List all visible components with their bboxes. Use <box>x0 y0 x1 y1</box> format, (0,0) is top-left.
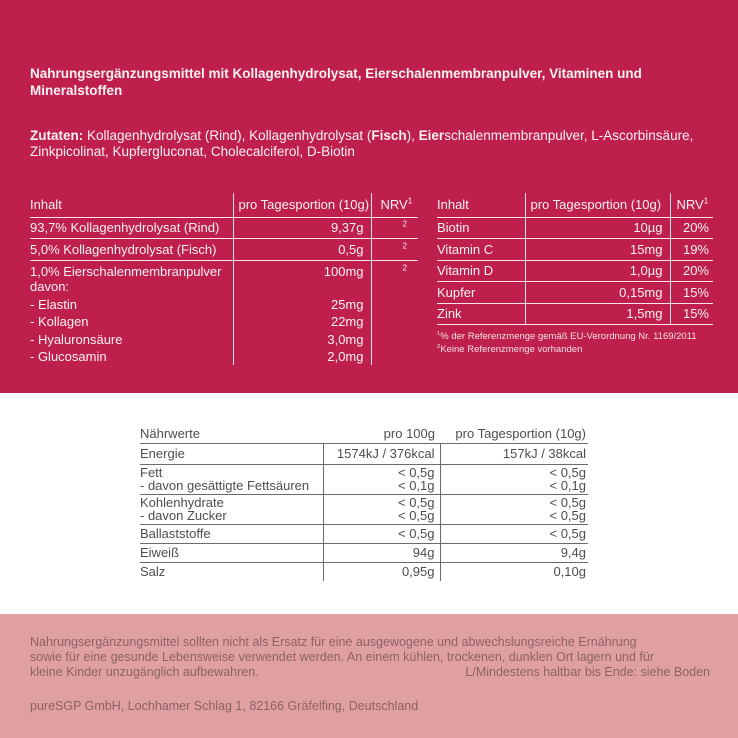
header-inhalt: Inhalt <box>437 193 525 217</box>
row-name: 5,0% Kollagenhydrolysat (Fisch) <box>30 239 233 261</box>
row-value-portion: < 0,5g <box>440 524 588 543</box>
row-value: 3,0mg <box>233 331 371 348</box>
row-name: Vitamin C <box>437 239 525 261</box>
row-value-portion: < 0,5g < 0,1g <box>440 464 588 494</box>
row-value: 0,15mg <box>525 282 670 304</box>
table-row <box>30 217 418 239</box>
header-portion: pro Tagesportion (10g) <box>233 193 371 217</box>
row-value: 1,5mg <box>525 303 670 325</box>
contents-table-right <box>437 193 713 325</box>
row-value-100g: < 0,5g < 0,5g <box>323 494 440 524</box>
ingredients-part2: ), <box>406 128 419 143</box>
allergen-fisch: Fisch <box>371 128 407 143</box>
nutrition-row <box>140 443 588 464</box>
row-name: Fett - davon gesättigte Fettsäuren <box>140 464 323 494</box>
row-name: 93,7% Kollagenhydrolysat (Rind) <box>30 217 233 239</box>
header-inhalt: Inhalt <box>30 193 233 217</box>
row-nrv: 20% <box>670 260 713 282</box>
table-subrow <box>30 331 418 348</box>
table-row <box>437 260 713 282</box>
row-nrv: 2 <box>371 239 418 261</box>
header-nrv: NRV$^1$ <box>670 193 713 217</box>
row-value-portion: 157kJ / 38kcal <box>440 443 588 464</box>
header-nrv: NRV$^1$ <box>371 193 418 217</box>
row-name: Ballaststoffe <box>140 524 323 543</box>
row-value-portion: < 0,5g < 0,5g <box>440 494 588 524</box>
table-row <box>437 217 713 239</box>
row-name: Eiweiß <box>140 543 323 562</box>
header-naehrwerte: Nährwerte <box>140 424 323 443</box>
storage-line-2: sowie für eine gesunde Lebensweise verwendet werden. An einem kühlen, trockenen, dunklen Ort lagern und für <box>30 650 654 664</box>
product-title: Nahrungsergänzungsmittel mit Kollagenhydrolysat, Eierschalenmembranpulver, Vitaminen und Mineralstoffen <box>30 66 642 98</box>
footnote-nrv: $^1$% der Referenzmenge gemäß EU-Verordnung Nr. 1169/2011 <box>437 330 697 342</box>
nutrition-row <box>140 543 588 562</box>
row-value: 15mg <box>525 239 670 261</box>
row-value: 10µg <box>525 217 670 239</box>
row-name: Kupfer <box>437 282 525 304</box>
row-value-100g: 0,95g <box>323 562 440 581</box>
table-header-row <box>437 193 713 217</box>
table-footnotes <box>437 331 727 356</box>
row-name: Zink <box>437 303 525 325</box>
nutrition-header-row <box>140 424 588 443</box>
row-name: - Elastin <box>30 297 77 313</box>
row-nrv: 2 <box>402 263 407 273</box>
nutrition-row <box>140 494 588 524</box>
row-value-portion: 0,10g <box>553 564 586 580</box>
row-name: Salz <box>140 564 166 580</box>
storage-notice <box>30 635 710 680</box>
row-name: Biotin <box>437 217 525 239</box>
table-header-row <box>30 193 418 217</box>
header-per-portion: pro Tagesportion (10g) <box>440 424 588 443</box>
row-value: 22mg <box>233 313 371 330</box>
row-name: - Kollagen <box>30 314 89 330</box>
table-row <box>30 239 418 261</box>
footnote-reference: $^2$Keine Referenzmenge vorhanden <box>437 343 583 355</box>
allergen-eier: Eier <box>418 128 445 143</box>
row-value: 9,37g <box>233 217 371 239</box>
storage-line-3 <box>30 665 710 680</box>
storage-line-1: Nahrungsergänzungsmittel sollten nicht als Ersatz für eine ausgewogene und abwechslungsreiche Ernährung <box>30 635 637 649</box>
row-nrv: 2 <box>371 217 418 239</box>
row-nrv: 15% <box>670 282 713 304</box>
row-name: - Glucosamin <box>30 349 107 365</box>
row-name: - Hyaluronsäure <box>30 331 123 347</box>
storage-line-3-left: kleine Kinder unzugänglich aufbewahren. <box>30 665 259 679</box>
row-value: 100mg <box>233 260 371 296</box>
row-value: 0,5g <box>233 239 371 261</box>
row-nrv <box>371 331 418 348</box>
row-value-100g: < 0,5g <box>323 524 440 543</box>
ingredients-paragraph <box>30 128 720 160</box>
row-value: 25mg <box>233 296 371 313</box>
table-row <box>437 303 713 325</box>
table-subrow <box>30 313 418 330</box>
best-before-note: L/Mindestens haltbar bis Ende: siehe Boden <box>465 665 710 679</box>
table-subrow <box>30 348 418 365</box>
row-value-100g: < 0,5g < 0,1g <box>323 464 440 494</box>
table-row <box>437 239 713 261</box>
ingredients-label: Zutaten: <box>30 128 84 143</box>
row-nrv: 19% <box>670 239 713 261</box>
ingredients-part1: Kollagenhydrolysat (Rind), Kollagenhydrolysat ( <box>83 128 372 143</box>
row-value-100g: 1574kJ / 376kcal <box>323 443 440 464</box>
nutrition-facts-table <box>140 424 588 581</box>
row-nrv: 20% <box>670 217 713 239</box>
row-nrv: 15% <box>670 303 713 325</box>
contents-table-left <box>30 193 418 365</box>
row-nrv <box>371 313 418 330</box>
header-per-100g: pro 100g <box>323 424 440 443</box>
row-name: Energie <box>140 443 323 464</box>
row-value-100g: 94g <box>323 543 440 562</box>
row-name: 1,0% Eierschalenmembranpulver davon: <box>30 263 222 294</box>
row-nrv <box>371 296 418 313</box>
row-name: Vitamin D <box>437 260 525 282</box>
row-nrv <box>371 348 418 365</box>
table-row <box>437 282 713 304</box>
row-value-portion: 9,4g <box>440 543 588 562</box>
ingredients-part3: schalenmembranpulver, L-Ascorbinsäure, Zinkpicolinat, Kupfergluconat, Cholecalciferol, D-Biotin <box>30 128 694 159</box>
row-value: 1,0µg <box>525 260 670 282</box>
table-subrow <box>30 296 418 313</box>
header-portion: pro Tagesportion (10g) <box>525 193 670 217</box>
row-name: Kohlenhydrate - davon Zucker <box>140 494 323 524</box>
manufacturer-address: pureSGP GmbH, Lochhamer Schlag 1, 82166 Gräfelfing, Deutschland <box>30 699 419 713</box>
table-row <box>30 260 418 296</box>
nutrition-row <box>140 464 588 494</box>
nutrition-row <box>140 524 588 543</box>
row-value: 2,0mg <box>233 348 371 365</box>
nutrition-row <box>140 562 588 581</box>
